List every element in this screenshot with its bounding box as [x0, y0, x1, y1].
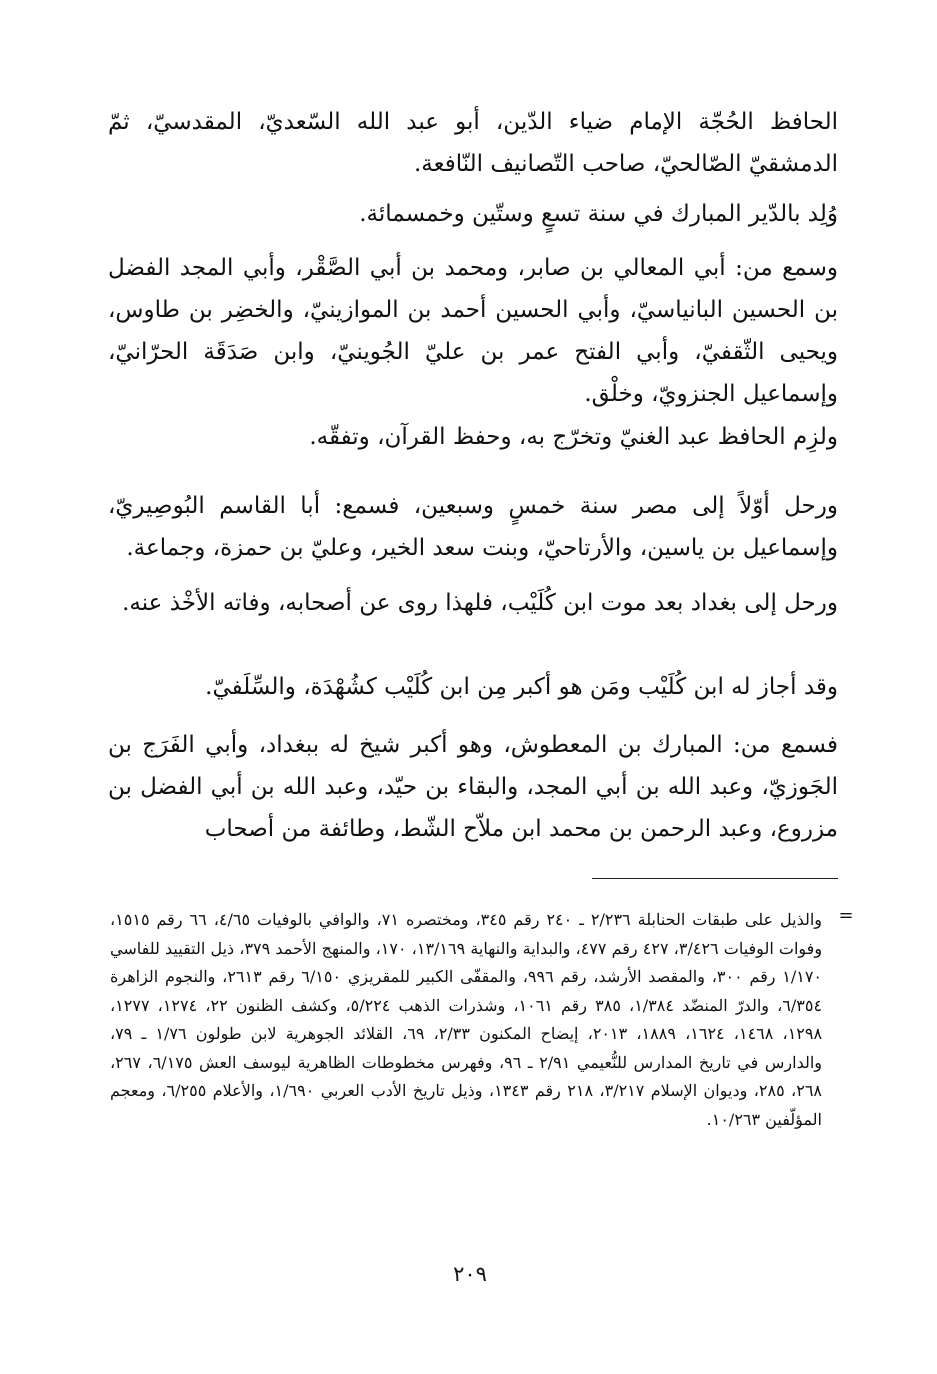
footnote-continuation-marker: =	[838, 905, 854, 926]
footnote-text: والذيل على طبقات الحنابلة ٢/٢٣٦ ـ ٢٤٠ رقم ٣٤٥، ومختصره ٧١، والوافي بالوفيات ٤/٦٥، ٦٦ رقم ١٥١٥، وفوات الوفيات ٣/٤٢٦، ٤٢٧ رقم ٤٧٧، والبداية والنهاية ١٣/١٦٩، ١٧٠، والمنهج الأحمد ٣٧٩، ذيل التقييد للفاسي ١/١٧٠ رقم ٣٠٠، والمقصد الأرشد، رقم ٩٩٦، والمقفّى الكبير للمقريزي ٦/١٥٠ رقم ٢٦١٣، والنجوم الزاهرة ٦/٣٥٤، والدرّ المنضّد ١/٣٨٤، ٣٨٥ رقم ١٠٦١، وشذرات الذهب ٥/٢٢٤، وكشف الظنون ٢٢، ١٢٧٤، ١٢٧٧، ١٢٩٨، ١٤٦٨، ١٦٢٤، ١٨٨٩، ٢٠١٣، إيضاح المكنون ٢/٣٣، ٦٩، القلائد الجوهرية لابن طولون ١/٧٦ ـ ٧٩، والدارس في تاريخ المدارس للنُّعيمي ٢/٩١ ـ ٩٦، وفهرس مخطوطات الظاهرية ليوسف العش ٦/١٧٥، ٢٦٧، ٢٦٨، ٢٨٥، وديوان الإسلام ٣/٢١٧، ٢١٨ رقم ١٣٤٣، وذيل تاريخ الأدب العربي ١/٦٩٠، والأعلام ٦/٢٥٥، ومعجم المؤلّفين ١٠/٢٦٣.	[110, 910, 823, 1129]
page-number: ٢٠٩	[453, 1262, 487, 1286]
body-paragraph: فسمع من: المبارك بن المعطوش، وهو أكبر شيخ له ببغداد، وأبي الفَرَج بن الجَوزيّ، وعبد الله بن أبي المجد، والبقاء بن حيّد، وعبد الله بن أبي الفضل بن مزروع، وعبد الرحمن بن محمد ابن ملاّح الشّط، وطائفة من أصحاب	[108, 732, 838, 842]
body-paragraph: ورحل أوّلاً إلى مصر سنة خمسٍ وسبعين، فسمع: أبا القاسم البُوصِيريّ، وإسماعيل بن ياسين، والأرتاحيّ، وبنت سعد الخير، وعليّ بن حمزة، وجماعة.	[108, 493, 838, 561]
body-paragraph: ورحل إلى بغداد بعد موت ابن كُلَيْب، فلهذا روى عن أصحابه، وفاته الأخْذ عنه.	[122, 590, 838, 616]
body-paragraph: وُلِد بالدّير المبارك في سنة تسعٍ وستّين وخمسمائة.	[359, 201, 838, 227]
body-paragraph: الحافظ الحُجّة الإمام ضياء الدّين، أبو عبد الله السّعديّ، المقدسيّ، ثمّ الدمشقيّ الصّالحيّ، صاحب التّصانيف النّافعة.	[108, 109, 838, 177]
footnote-separator	[592, 878, 838, 879]
body-paragraph: وسمع من: أبي المعالي بن صابر، ومحمد بن أبي الصَّقْر، وأبي المجد الفضل بن الحسين البانياسيّ، وأبي الحسين أحمد بن الموازينيّ، والخضِر بن طاوس، ويحيى الثّقفيّ، وأبي الفتح عمر بن عليّ الجُوينيّ، وابن صَدَقَة الحرّانيّ، وإسماعيل الجنزويّ، وخلْق.	[108, 255, 838, 407]
body-paragraph: وقد أجاز له ابن كُلَيْب ومَن هو أكبر مِن ابن كُلَيْب كشُهْدَة، والسِّلَفيّ.	[205, 674, 838, 700]
body-paragraph: ولزِم الحافظ عبد الغنيّ وتخرّج به، وحفظ القرآن، وتفقّه.	[309, 424, 838, 450]
